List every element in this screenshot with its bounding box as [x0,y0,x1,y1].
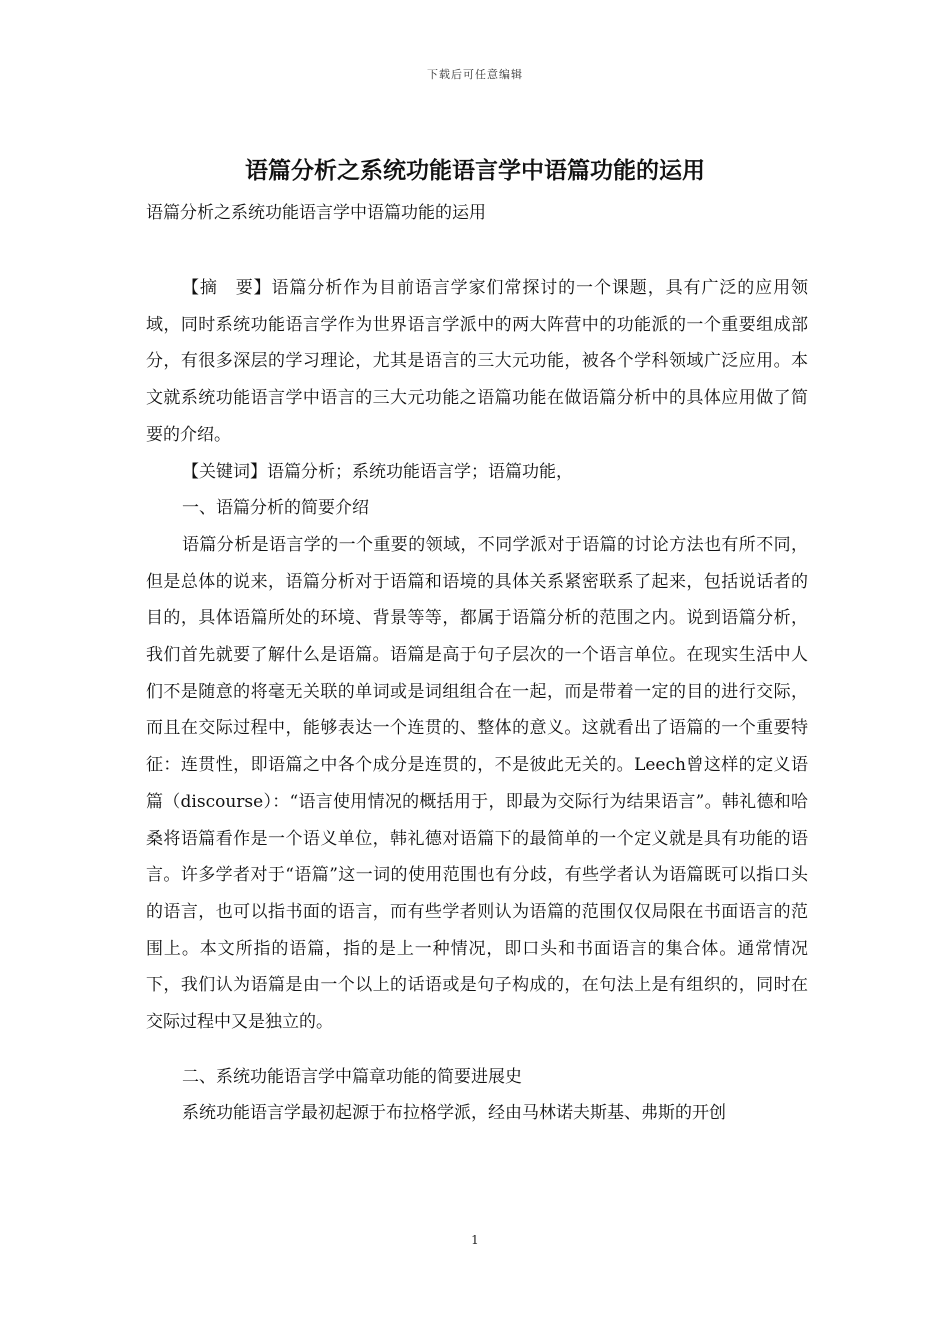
document-title: 语篇分析之系统功能语言学中语篇功能的运用 [245,157,705,184]
section-2-paragraph: 系统功能语言学最初起源于布拉格学派，经由马林诺夫斯基、弗斯的开创 [182,1103,726,1124]
page-number: 1 [471,1233,479,1247]
section-1-paragraph: 语篇分析是语言学的一个重要的领域，不同学派对于语篇的讨论方法也有所不同，但是总体的说来，语篇分析对于语篇和语境的具体关系紧密联系了起来，包括说话者的目的，具体语篇所处的环境、背景等等，都属于语篇分析的范围之内。说到语篇分析，我们首先就要了解什么是语篇。语篇是高于句子层次的一个语言单位。在现实生活中人们不是随意的将毫无关联的单词或是词组组合在一起，而是带着一定的目的进行交际，而且在交际过程中，能够表达一个连贯的、整体的意义。这就看出了语篇的一个重要特征：连贯性，即语篇之中各个成分是连贯的，不是彼此无关的。Leech曾这样的定义语篇（discourse）：“语言使用情况的概括用于，即最为交际行为结果语言”。韩礼德和哈桑将语篇看作是一个语义单位，韩礼德对语篇下的最简单的一个定义就是具有功能的语言。许多学者对于“语篇”这一词的使用范围也有分歧，有些学者认为语篇既可以指口头的语言，也可以指书面的语言，而有些学者则认为语篇的范围仅仅局限在书面语言的范围上。本文所指的语篇，指的是上一种情况，即口头和书面语言的集合体。通常情况下，我们认为语篇是由一个以上的话语或是句子构成的，在句法上是有组织的，同时在交际过程中又是独立的。 [146,534,808,1033]
section-2-heading: 二、系统功能语言学中篇章功能的简要进展史 [182,1066,522,1087]
header-note: 下载后可任意编辑 [427,68,523,81]
document-subtitle: 语篇分析之系统功能语言学中语篇功能的运用 [146,203,486,223]
section-1-heading: 一、语篇分析的简要介绍 [182,498,369,519]
document-body [146,270,808,1132]
keywords-paragraph: 【关键词】语篇分析；系统功能语言学；语篇功能， [182,461,573,482]
abstract-paragraph: 【摘 要】语篇分析作为目前语言学家们常探讨的一个课题，具有广泛的应用领域，同时系统功能语言学作为世界语言学派中的两大阵营中的功能派的一个重要组成部分，有很多深层的学习理论，尤其是语言的三大元功能，被各个学科领域广泛应用。本文就系统功能语言学中语言的三大元功能之语篇功能在做语篇分析中的具体应用做了简要的介绍。 [146,278,808,445]
